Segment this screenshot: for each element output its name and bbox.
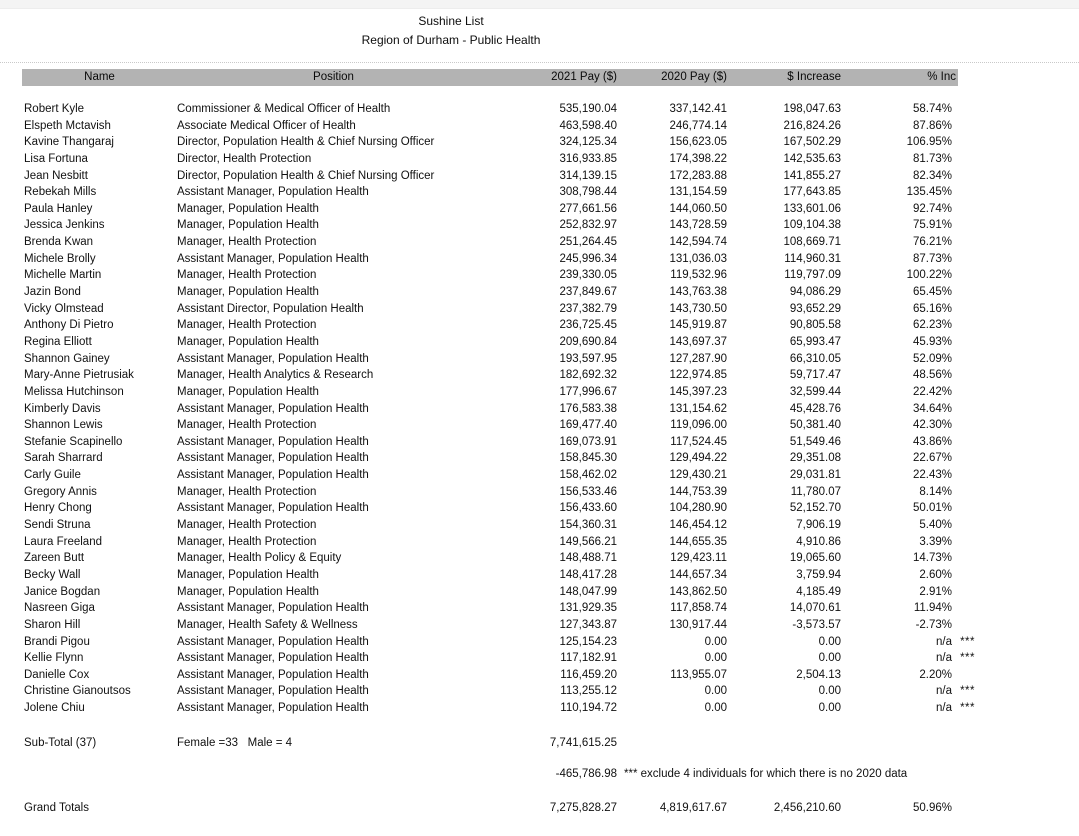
increase-value: 114,960.31: [784, 252, 841, 265]
pct-inc-value: 135.45%: [906, 186, 952, 199]
pct-inc-value: 48.56%: [912, 369, 952, 382]
employee-name: Brandi Pigou: [24, 635, 90, 648]
employee-position: Director, Health Protection: [177, 152, 312, 165]
employee-position: Manager, Health Policy & Equity: [177, 552, 342, 565]
pay-2020-value: 117,524.45: [670, 435, 727, 448]
increase-value: 45,428.76: [789, 402, 841, 415]
employee-position: Assistant Manager, Population Health: [177, 452, 369, 465]
employee-name: Danielle Cox: [24, 668, 90, 681]
pay-2020-value: 144,657.34: [669, 568, 727, 581]
employee-name: Lisa Fortuna: [24, 152, 88, 165]
increase-value: 4,910.86: [796, 535, 841, 548]
pay-2021-value: 158,462.02: [559, 469, 617, 482]
increase-value: 29,031.81: [789, 469, 841, 482]
pay-2021-value: 127,343.87: [559, 618, 617, 631]
pay-2020-value: 129,423.11: [670, 552, 727, 565]
pct-inc-value: 22.42%: [912, 385, 952, 398]
pct-inc-value: 82.34%: [912, 169, 952, 182]
table-row: [22, 700, 975, 717]
column-header-pct-inc: % Inc: [927, 71, 956, 83]
employee-position: Assistant Manager, Population Health: [177, 685, 369, 698]
page-title: Sushine List: [418, 14, 484, 28]
increase-value: 7,906.19: [796, 519, 841, 532]
pay-2021-value: 125,154.23: [559, 635, 617, 648]
employee-position: Assistant Director, Population Health: [177, 302, 364, 315]
pct-inc-value: 100.22%: [906, 269, 952, 282]
column-header-name: Name: [84, 71, 115, 83]
table-row: [22, 301, 958, 318]
pct-inc-value: 3.39%: [919, 535, 952, 548]
employee-position: Assistant Manager, Population Health: [177, 702, 369, 715]
employee-name: Vicky Olmstead: [24, 302, 104, 315]
table-row: [22, 467, 958, 484]
pay-2020-value: 131,036.03: [669, 252, 727, 265]
table-row: [22, 384, 958, 401]
pct-inc-value: 2.91%: [919, 585, 952, 598]
increase-value: 0.00: [818, 652, 841, 665]
adjustment-footnote: *** exclude 4 individuals for which there is no 2020 data: [624, 767, 908, 780]
pay-2021-value: 245,996.34: [559, 252, 617, 265]
increase-value: 141,855.27: [783, 169, 841, 182]
pay-2021-value: 308,798.44: [559, 186, 617, 199]
pay-2020-value: 129,430.21: [669, 469, 727, 482]
employee-position: Manager, Population Health: [177, 385, 319, 398]
pay-2020-value: 145,397.23: [669, 385, 727, 398]
subtotal-row: [22, 735, 958, 752]
employee-position: Manager, Health Protection: [177, 485, 317, 498]
pay-2020-value: 174,398.22: [669, 152, 727, 165]
employee-position: Manager, Population Health: [177, 568, 319, 581]
grand-totals-row: [22, 800, 958, 817]
employee-name: Kimberly Davis: [24, 402, 101, 415]
pay-2020-value: 0.00: [704, 635, 727, 648]
pay-2020-value: 143,728.59: [669, 219, 727, 232]
employee-name: Jazin Bond: [24, 286, 81, 299]
table-row: [22, 517, 958, 534]
pay-2020-value: 0.00: [704, 702, 727, 715]
employee-position: Commissioner & Medical Officer of Health: [177, 103, 391, 115]
pct-inc-value: 2.60%: [919, 568, 952, 581]
table-row: [22, 367, 958, 384]
pay-2021-value: 314,139.15: [559, 169, 617, 182]
adjustment-amount: -465,786.98: [555, 767, 617, 780]
pay-2020-value: 104,280.90: [669, 502, 727, 515]
pay-2021-value: 131,929.35: [559, 602, 617, 615]
increase-value: 90,805.58: [789, 319, 841, 332]
increase-value: 0.00: [818, 635, 841, 648]
table-body: [22, 101, 975, 717]
table-row: [22, 118, 958, 135]
pct-inc-value: 22.43%: [912, 469, 952, 482]
table-row: [22, 584, 958, 601]
grand-total-increase: 2,456,210.60: [773, 801, 841, 814]
employee-name: Paula Hanley: [24, 202, 93, 215]
pct-inc-value: 5.40%: [919, 519, 952, 532]
pct-inc-value: 65.16%: [912, 302, 952, 315]
employee-name: Christine Gianoutsos: [24, 685, 131, 698]
increase-value: 177,643.85: [783, 186, 841, 199]
employee-name: Michele Brolly: [24, 252, 96, 265]
table-row: [22, 667, 958, 684]
pay-2020-value: 131,154.62: [669, 402, 727, 415]
employee-name: Janice Bogdan: [24, 585, 101, 598]
employee-name: Regina Elliott: [24, 335, 92, 348]
grand-total-pay-2020: 4,819,617.67: [659, 801, 727, 814]
employee-position: Manager, Health Protection: [177, 236, 317, 249]
column-header-position: Position: [313, 71, 354, 83]
pay-2020-value: 127,287.90: [669, 352, 727, 365]
pct-inc-value: -2.73%: [915, 618, 952, 631]
table-row: [22, 450, 958, 467]
increase-value: 3,759.94: [796, 568, 841, 581]
table-row: [22, 351, 958, 368]
increase-value: 216,824.26: [783, 119, 841, 132]
pct-inc-value: 8.14%: [919, 485, 952, 498]
employee-name: Nasreen Giga: [24, 602, 95, 615]
increase-value: 0.00: [818, 702, 841, 715]
employee-name: Kavine Thangaraj: [24, 136, 114, 149]
employee-position: Assistant Manager, Population Health: [177, 602, 369, 615]
grand-total-pay-2021: 7,275,828.27: [549, 801, 617, 814]
table-row: [22, 434, 958, 451]
employee-position: Manager, Health Safety & Wellness: [177, 618, 358, 631]
grand-total-pct-inc: 50.96%: [912, 801, 952, 814]
increase-value: 52,152.70: [789, 502, 841, 515]
pay-2021-value: 117,182.91: [560, 652, 617, 665]
increase-value: 32,599.44: [789, 385, 841, 398]
pay-2021-value: 239,330.05: [559, 269, 617, 282]
table-row: [22, 683, 975, 700]
pay-2020-value: 143,730.50: [669, 302, 727, 315]
increase-value: 119,797.09: [784, 269, 841, 282]
increase-value: 59,717.47: [789, 369, 841, 382]
pay-2020-value: 131,154.59: [669, 186, 727, 199]
increase-value: 198,047.63: [783, 103, 841, 115]
increase-value: 65,993.47: [789, 335, 841, 348]
adjustment-row: [22, 766, 958, 783]
pct-inc-value: 87.73%: [912, 252, 952, 265]
table-row: [22, 134, 958, 151]
increase-value: 14,070.61: [789, 602, 841, 615]
increase-value: 109,104.38: [783, 219, 841, 232]
table-row: [22, 267, 958, 284]
employee-position: Manager, Health Protection: [177, 535, 317, 548]
pay-2021-value: 277,661.56: [559, 202, 617, 215]
increase-value: 93,652.29: [789, 302, 841, 315]
pay-2021-value: 116,459.20: [560, 668, 617, 681]
increase-value: 50,381.40: [789, 419, 841, 432]
pay-2021-value: 316,933.85: [559, 152, 617, 165]
pct-inc-value: n/a ***: [843, 683, 958, 700]
increase-value: 4,185.49: [796, 585, 841, 598]
pay-2020-value: 142,594.74: [669, 236, 727, 249]
pay-2021-value: 169,073.91: [559, 435, 617, 448]
pct-inc-value: 2.20%: [919, 668, 952, 681]
employee-name: Zareen Butt: [24, 552, 85, 565]
pay-2020-value: 117,858.74: [670, 602, 727, 615]
pay-2021-value: 156,433.60: [559, 502, 617, 515]
table-row: [22, 550, 958, 567]
pct-inc-value: 50.01%: [912, 502, 952, 515]
employee-position: Manager, Health Protection: [177, 319, 317, 332]
table-row: [22, 567, 958, 584]
employee-name: Anthony Di Pietro: [24, 319, 114, 332]
table-row: [22, 251, 958, 268]
pct-inc-value: 43.86%: [912, 435, 952, 448]
pay-2021-value: 154,360.31: [559, 519, 617, 532]
employee-name: Robert Kyle: [24, 103, 85, 115]
pct-inc-value: 22.67%: [912, 452, 952, 465]
employee-position: Manager, Health Protection: [177, 269, 317, 282]
pay-2020-value: 144,655.35: [669, 535, 727, 548]
pay-2021-value: 252,832.97: [559, 219, 617, 232]
table-row: [22, 417, 958, 434]
pay-2021-value: 251,264.45: [559, 236, 617, 249]
table-row: [22, 401, 958, 418]
pay-2021-value: 463,598.40: [559, 119, 617, 132]
pay-2021-value: 110,194.72: [560, 702, 617, 715]
employee-position: Assistant Manager, Population Health: [177, 635, 369, 648]
pay-2021-value: 113,255.12: [560, 685, 617, 698]
subtotal-pay-2021: 7,741,615.25: [549, 736, 617, 749]
employee-name: Jean Nesbitt: [24, 169, 88, 182]
employee-position: Manager, Health Protection: [177, 519, 317, 532]
table-row: [22, 201, 958, 218]
pay-2021-value: 176,583.38: [559, 402, 617, 415]
table-row: [22, 600, 958, 617]
pct-inc-value: n/a ***: [843, 650, 958, 667]
employee-name: Carly Guile: [24, 469, 81, 482]
employee-position: Associate Medical Officer of Health: [177, 119, 356, 132]
employee-name: Sarah Sharrard: [24, 452, 103, 465]
sunshine-table: [22, 69, 975, 817]
table-row: [22, 151, 958, 168]
pay-2021-value: 193,597.95: [559, 352, 617, 365]
table-row: [22, 334, 958, 351]
employee-name: Stefanie Scapinello: [24, 435, 123, 448]
pct-inc-value: 92.74%: [912, 202, 952, 215]
pct-inc-value: 62.23%: [912, 319, 952, 332]
pct-inc-value: 52.09%: [912, 352, 952, 365]
table-row: [22, 317, 958, 334]
pay-2020-value: 337,142.41: [669, 103, 727, 115]
pay-2021-value: 237,382.79: [559, 302, 617, 315]
column-header-pay-2021: 2021 Pay ($): [551, 71, 617, 83]
employee-position: Manager, Population Health: [177, 286, 319, 299]
increase-value: 142,535.63: [783, 152, 841, 165]
column-header-pay-2020: 2020 Pay ($): [661, 71, 727, 83]
pct-inc-value: 11.94%: [913, 602, 952, 615]
footnote-marker: ***: [960, 635, 975, 648]
increase-value: 11,780.07: [790, 485, 841, 498]
employee-name: Shannon Lewis: [24, 419, 103, 432]
employee-name: Jessica Jenkins: [24, 219, 105, 232]
pay-2021-value: 236,725.45: [559, 319, 617, 332]
employee-name: Melissa Hutchinson: [24, 385, 124, 398]
page-top-band: [0, 0, 1079, 9]
pay-2021-value: 158,845.30: [559, 452, 617, 465]
pay-2020-value: 143,763.38: [669, 286, 727, 299]
pct-inc-value: 81.73%: [912, 152, 952, 165]
pay-2020-value: 146,454.12: [669, 519, 727, 532]
employee-position: Assistant Manager, Population Health: [177, 352, 369, 365]
table-row: [22, 650, 975, 667]
increase-value: 133,601.06: [783, 202, 841, 215]
employee-position: Assistant Manager, Population Health: [177, 469, 369, 482]
employee-name: Elspeth Mctavish: [24, 119, 111, 132]
increase-value: 0.00: [818, 685, 841, 698]
table-row: [22, 184, 958, 201]
table-row: [22, 617, 958, 634]
pay-2020-value: 246,774.14: [669, 119, 727, 132]
employee-name: Rebekah Mills: [24, 186, 97, 199]
pay-2021-value: 237,849.67: [559, 286, 617, 299]
page-subtitle: Region of Durham - Public Health: [361, 33, 541, 47]
table-row: [22, 101, 958, 118]
employee-position: Manager, Health Protection: [177, 419, 317, 432]
pay-2020-value: 156,623.05: [669, 136, 727, 149]
employee-position: Assistant Manager, Population Health: [177, 668, 369, 681]
employee-name: Gregory Annis: [24, 485, 97, 498]
pay-2021-value: 148,047.99: [559, 585, 617, 598]
employee-name: Sendi Struna: [24, 519, 91, 532]
pay-2020-value: 0.00: [704, 685, 727, 698]
employee-position: Manager, Population Health: [177, 219, 319, 232]
employee-name: Mary-Anne Pietrusiak: [24, 369, 134, 382]
pay-2020-value: 122,974.85: [669, 369, 727, 382]
employee-position: Assistant Manager, Population Health: [177, 502, 369, 515]
employee-name: Michelle Martin: [24, 269, 102, 282]
employee-name: Sharon Hill: [24, 618, 81, 631]
employee-position: Assistant Manager, Population Health: [177, 402, 369, 415]
increase-value: 51,549.46: [789, 435, 841, 448]
table-row: [22, 534, 958, 551]
pct-inc-value: 42.30%: [912, 419, 952, 432]
page-break-rule: [0, 62, 1079, 63]
subtotal-label: Sub-Total (37): [24, 736, 97, 749]
pay-2021-value: 149,566.21: [559, 535, 617, 548]
employee-position: Director, Population Health & Chief Nursing Officer: [177, 136, 435, 149]
pay-2021-value: 156,533.46: [559, 485, 617, 498]
table-row: [22, 284, 958, 301]
pay-2021-value: 148,417.28: [559, 568, 617, 581]
pay-2021-value: 209,690.84: [559, 335, 617, 348]
pct-inc-value: 65.45%: [912, 286, 952, 299]
pay-2021-value: 169,477.40: [559, 419, 617, 432]
employee-position: Manager, Population Health: [177, 202, 319, 215]
pct-inc-value: 34.64%: [912, 402, 952, 415]
employee-position: Assistant Manager, Population Health: [177, 435, 369, 448]
increase-value: 108,669.71: [783, 236, 841, 249]
footnote-marker: ***: [960, 685, 975, 698]
table-row: [22, 168, 958, 185]
employee-position: Assistant Manager, Population Health: [177, 252, 369, 265]
increase-value: 167,502.29: [783, 136, 841, 149]
employee-position: Assistant Manager, Population Health: [177, 186, 369, 199]
column-header-increase: $ Increase: [787, 71, 841, 83]
pay-2020-value: 145,919.87: [669, 319, 727, 332]
employee-name: Laura Freeland: [24, 535, 102, 548]
employee-position: Manager, Population Health: [177, 335, 319, 348]
pct-inc-value: 106.95%: [906, 136, 952, 149]
table-row: [22, 500, 958, 517]
pct-inc-value: 45.93%: [912, 335, 952, 348]
pay-2020-value: 129,494.22: [669, 452, 727, 465]
pay-2020-value: 143,862.50: [669, 585, 727, 598]
report-header: [0, 14, 902, 48]
table-row: [22, 484, 958, 501]
table-row: [22, 217, 958, 234]
employee-name: Brenda Kwan: [24, 236, 94, 249]
pct-inc-value: n/a ***: [843, 700, 958, 717]
increase-value: -3,573.57: [792, 618, 841, 631]
employee-name: Becky Wall: [24, 568, 81, 581]
pay-2021-value: 148,488.71: [559, 552, 617, 565]
increase-value: 94,086.29: [789, 286, 841, 299]
employee-name: Kellie Flynn: [24, 652, 84, 665]
gender-summary: Female =33 Male = 4: [177, 736, 293, 749]
employee-name: Shannon Gainey: [24, 352, 110, 365]
footnote-marker: ***: [960, 702, 975, 715]
table-header-row: [22, 69, 958, 86]
grand-totals-label: Grand Totals: [24, 801, 89, 814]
pay-2020-value: 130,917.44: [669, 618, 727, 631]
table-row: [22, 234, 958, 251]
pct-inc-value: 87.86%: [912, 119, 952, 132]
increase-value: 19,065.60: [789, 552, 841, 565]
employee-position: Manager, Population Health: [177, 585, 319, 598]
increase-value: 29,351.08: [789, 452, 841, 465]
pay-2020-value: 144,060.50: [669, 202, 727, 215]
pay-2021-value: 177,996.67: [559, 385, 617, 398]
pct-inc-value: 14.73%: [912, 552, 952, 565]
increase-value: 2,504.13: [796, 668, 841, 681]
pay-2020-value: 144,753.39: [669, 485, 727, 498]
employee-position: Manager, Health Analytics & Research: [177, 369, 374, 382]
pay-2020-value: 113,955.07: [670, 668, 727, 681]
employee-name: Henry Chong: [24, 502, 92, 515]
pct-inc-value: n/a ***: [843, 634, 958, 651]
footnote-marker: ***: [960, 652, 975, 665]
pay-2020-value: 119,096.00: [670, 419, 727, 432]
pay-2020-value: 172,283.88: [669, 169, 727, 182]
pct-inc-value: 75.91%: [912, 219, 952, 232]
pay-2020-value: 143,697.37: [669, 335, 727, 348]
pay-2020-value: 0.00: [704, 652, 727, 665]
employee-position: Director, Population Health & Chief Nursing Officer: [177, 169, 435, 182]
pay-2021-value: 324,125.34: [559, 136, 617, 149]
pay-2021-value: 182,692.32: [559, 369, 617, 382]
pay-2021-value: 535,190.04: [559, 103, 617, 115]
employee-name: Jolene Chiu: [24, 702, 85, 715]
pct-inc-value: 76.21%: [912, 236, 952, 249]
pct-inc-value: 58.74%: [912, 103, 952, 115]
pay-2020-value: 119,532.96: [670, 269, 727, 282]
employee-position: Assistant Manager, Population Health: [177, 652, 369, 665]
table-row: [22, 634, 975, 651]
increase-value: 66,310.05: [789, 352, 841, 365]
